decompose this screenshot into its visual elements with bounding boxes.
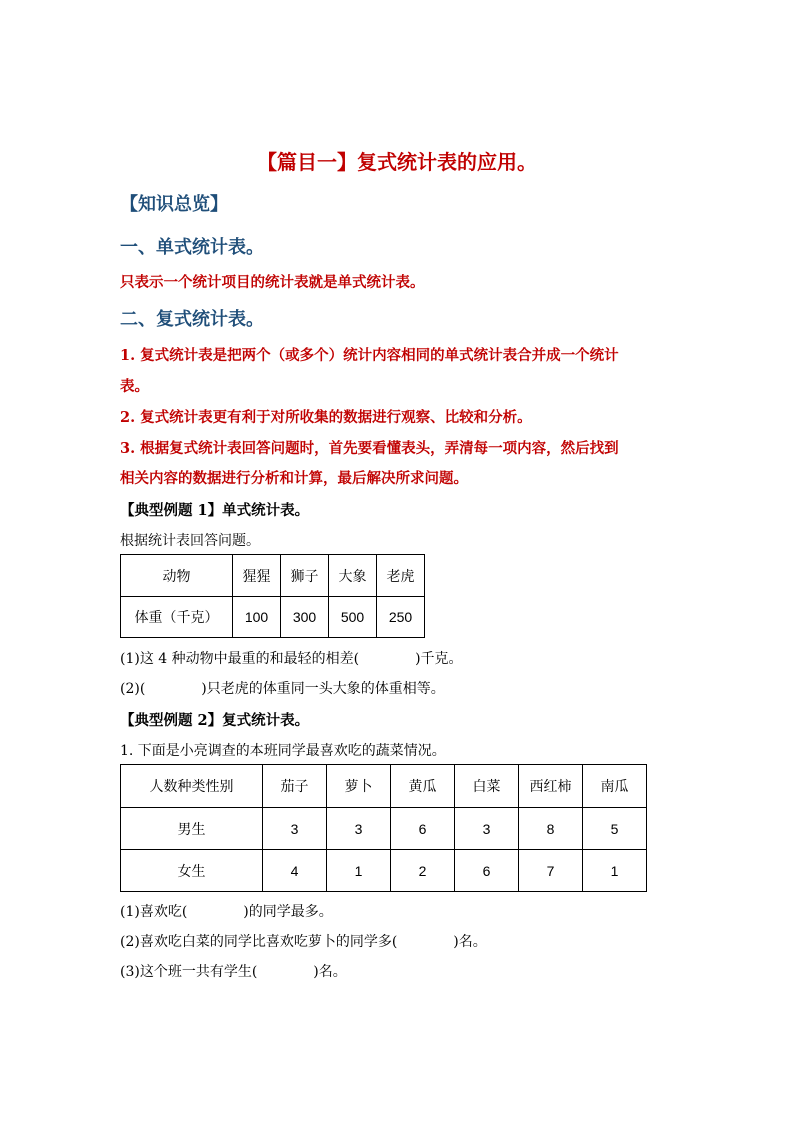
- section1-heading: 一、单式统计表。: [120, 237, 264, 258]
- overview-heading: 【知识总览】: [120, 194, 228, 215]
- table-header-cell: 南瓜: [583, 765, 647, 808]
- table-cell: 3: [455, 808, 519, 850]
- table-row-label: 男生: [121, 808, 263, 850]
- example1-instruction: 根据统计表回答问题。: [120, 533, 260, 549]
- table-cell: 250: [377, 597, 425, 638]
- table-corner-cell: 人数种类性别: [121, 765, 263, 808]
- table-cell: 7: [519, 850, 583, 892]
- table-cell: 100: [233, 597, 281, 638]
- table-cell: 1: [583, 850, 647, 892]
- table-header-cell: 狮子: [281, 555, 329, 597]
- table-header-cell: 大象: [329, 555, 377, 597]
- table-header-cell: 动物: [121, 555, 233, 597]
- example1-question-1: (1)这 4 种动物中最重的和最轻的相差( )千克。: [120, 651, 463, 667]
- table-header-cell: 猩猩: [233, 555, 281, 597]
- section2-point1-line1: 1. 复式统计表是把两个（或多个）统计内容相同的单式统计表合并成一个统计: [120, 347, 619, 364]
- table-row: [121, 808, 647, 850]
- example1-heading: 【典型例题 1】单式统计表。: [120, 502, 310, 519]
- table-cell: 3: [327, 808, 391, 850]
- table-header-cell: 黄瓜: [391, 765, 455, 808]
- example2-heading: 【典型例题 2】复式统计表。: [120, 712, 310, 729]
- table-cell: 6: [391, 808, 455, 850]
- example2-question-3: (3)这个班一共有学生( )名。: [120, 964, 347, 980]
- table-header-cell: 茄子: [263, 765, 327, 808]
- table-cell: 500: [329, 597, 377, 638]
- table-row-label: 体重（千克）: [121, 597, 233, 638]
- table-header-cell: 萝卜: [327, 765, 391, 808]
- example2-question-2: (2)喜欢吃白菜的同学比喜欢吃萝卜的同学多( )名。: [120, 934, 487, 950]
- table-cell: 3: [263, 808, 327, 850]
- table-row: [121, 850, 647, 892]
- section1-text: 只表示一个统计项目的统计表就是单式统计表。: [120, 274, 425, 291]
- example2-intro: 1. 下面是小亮调查的本班同学最喜欢吃的蔬菜情况。: [120, 743, 446, 759]
- table-row: [121, 597, 425, 638]
- section2-point3-line2: 相关内容的数据进行分析和计算，最后解决所求问题。: [120, 470, 468, 487]
- table-header-cell: 老虎: [377, 555, 425, 597]
- example2-question-1: (1)喜欢吃( )的同学最多。: [120, 904, 333, 920]
- table-cell: 300: [281, 597, 329, 638]
- page-title: 【篇目一】复式统计表的应用。: [257, 150, 537, 174]
- section2-point3-line1: 3. 根据复式统计表回答问题时，首先要看懂表头，弄清每一项内容，然后找到: [120, 440, 619, 457]
- table-cell: 8: [519, 808, 583, 850]
- table-cell: 4: [263, 850, 327, 892]
- example1-question-2: (2)( )只老虎的体重同一头大象的体重相等。: [120, 681, 445, 697]
- table-row: [121, 765, 647, 808]
- table-cell: 5: [583, 808, 647, 850]
- table-cell: 2: [391, 850, 455, 892]
- example1-table: [120, 554, 425, 638]
- table-header-cell: 西红柿: [519, 765, 583, 808]
- table-header-cell: 白菜: [455, 765, 519, 808]
- table-row: [121, 555, 425, 597]
- section2-point2: 2. 复式统计表更有利于对所收集的数据进行观察、比较和分析。: [120, 409, 532, 426]
- table-cell: 6: [455, 850, 519, 892]
- table-row-label: 女生: [121, 850, 263, 892]
- example2-table: [120, 764, 647, 892]
- table-cell: 1: [327, 850, 391, 892]
- section2-point1-line2: 表。: [120, 378, 149, 395]
- section2-heading: 二、复式统计表。: [120, 309, 264, 330]
